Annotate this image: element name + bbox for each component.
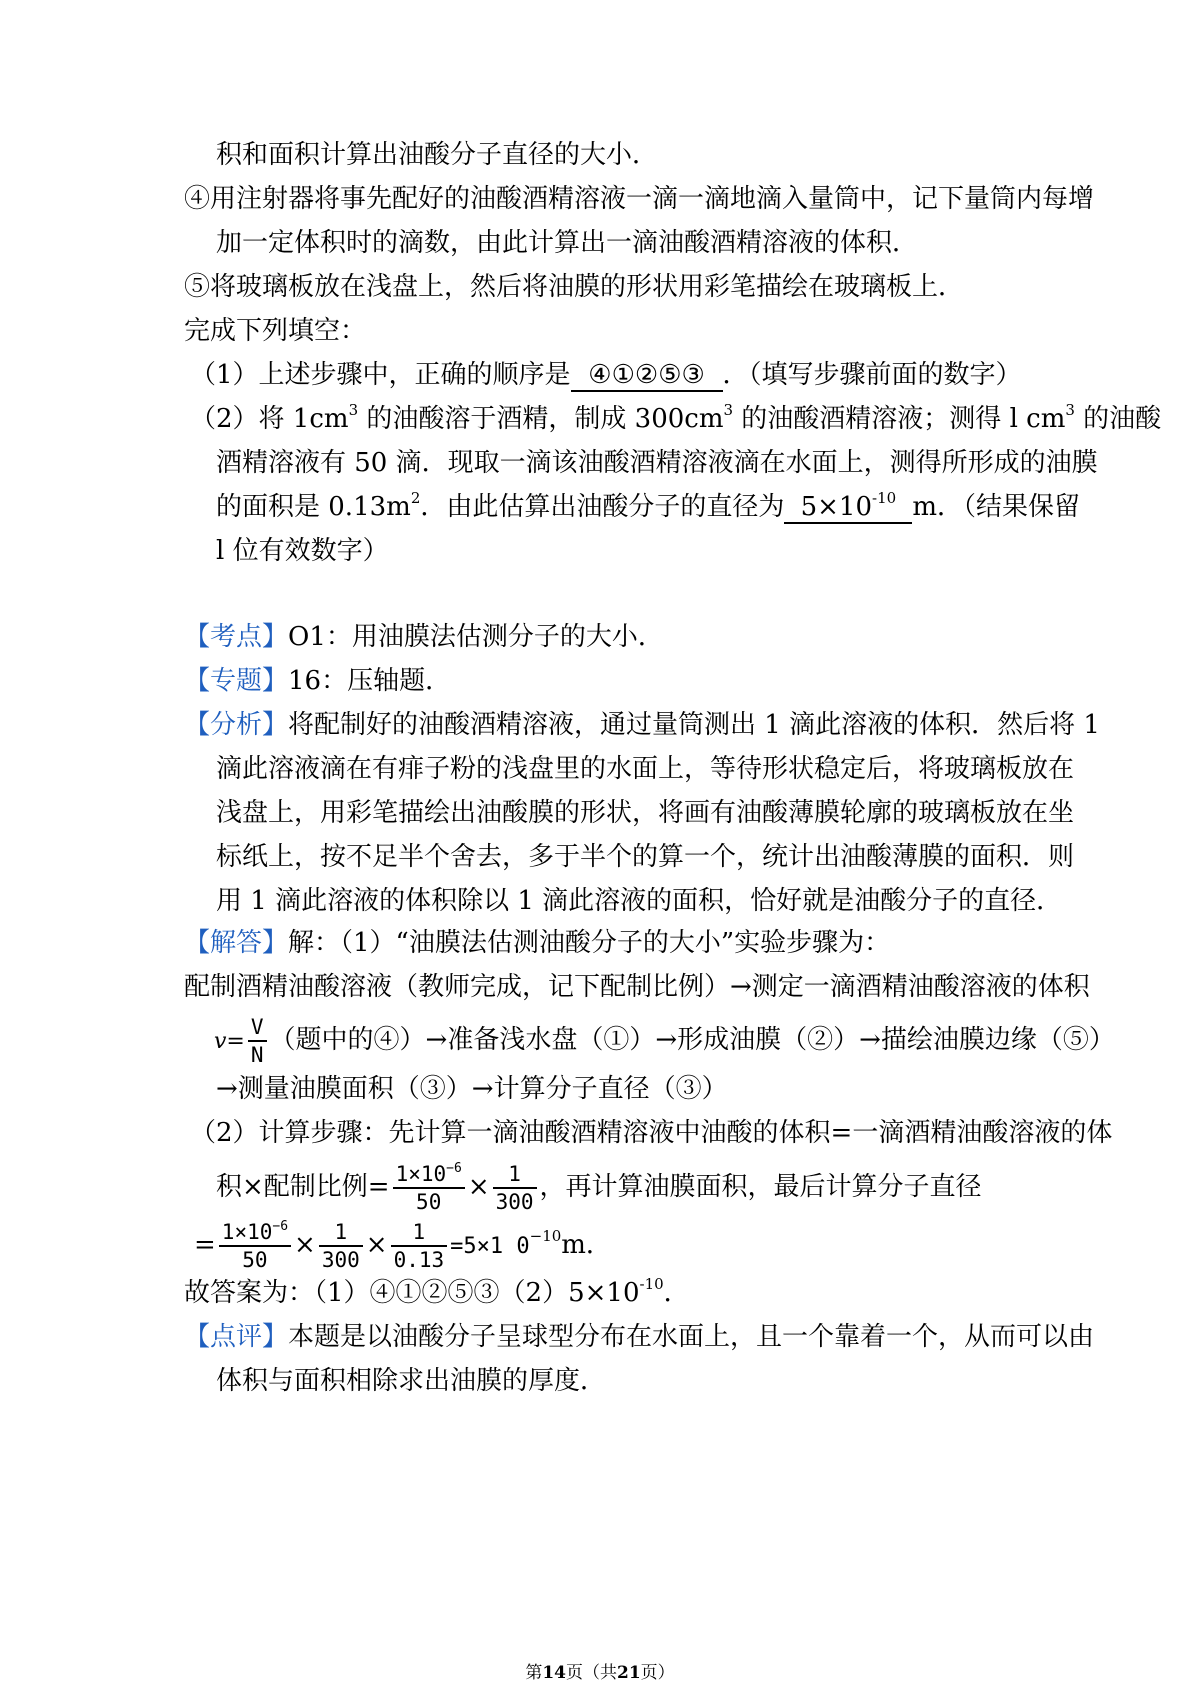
- text-line: l 位有效数字）: [216, 536, 389, 566]
- text-line: 标纸上，按不足半个舍去，多于半个的算一个，统计出油酸薄膜的面积．则: [216, 842, 1075, 872]
- fraction-denominator: 300: [495, 1189, 534, 1214]
- text-line: 用 1 滴此溶液的体积除以 1 滴此溶液的面积，恰好就是油酸分子的直径．: [216, 886, 1063, 916]
- numerator-text: 1×10: [395, 1161, 447, 1186]
- times-sign: ×: [294, 1230, 316, 1260]
- fraction-2: [493, 1161, 537, 1214]
- text-line: 配制酒精油酸溶液（教师完成，记下配制比例）→测定一滴酒精油酸溶液的体积: [184, 972, 1090, 1002]
- superscript: −6: [446, 1160, 462, 1176]
- text-span: m．（结果保留: [912, 492, 1081, 522]
- fraction-5: [391, 1219, 448, 1272]
- text-span: （2）将 1cm: [190, 404, 349, 434]
- question-2-answer-line: [216, 490, 1080, 530]
- final-answer-line: [184, 1276, 690, 1316]
- text-line: 加一定体积时的滴数，由此计算出一滴油酸酒精溶液的体积．: [216, 228, 919, 258]
- question-2: [190, 402, 1161, 442]
- answer-text: 5×10: [800, 492, 872, 522]
- question-1-note: ．（填写步骤前面的数字）: [722, 360, 1022, 390]
- result-unit: m．: [561, 1230, 612, 1260]
- question-1-text: （1）上述步骤中，正确的顺序是: [190, 360, 571, 390]
- v-symbol: v=: [214, 1029, 245, 1054]
- fenxi-text: 将配制好的油酸酒精溶液，通过量筒测出 1 滴此溶液的体积．然后将 1: [288, 710, 1100, 740]
- fraction-numerator: [393, 1160, 465, 1189]
- fraction-numerator: 1: [319, 1222, 363, 1247]
- volume-formula-line: [214, 1012, 1115, 1068]
- jieda-tag: 【解答】: [184, 928, 289, 958]
- text-span: 的油酸酒精溶液；测得 l cm: [733, 404, 1066, 434]
- fenxi-section: [184, 708, 1100, 748]
- dianping-tag: 【点评】: [184, 1322, 289, 1352]
- text-line: （2）计算步骤：先计算一滴油酸酒精溶液中油酸的体积=一滴酒精油酸溶液的体: [190, 1118, 1113, 1148]
- text-span: 的面积是 0.13m: [216, 492, 411, 522]
- superscript: 3: [723, 401, 734, 419]
- zhuanti-tag: 【专题】: [184, 666, 289, 696]
- question-1: [190, 358, 1022, 398]
- fraction-denominator: 0.13: [393, 1247, 445, 1272]
- equals-sign: =: [194, 1230, 216, 1260]
- formula-line-2: [194, 1214, 612, 1276]
- text-line: 浅盘上，用彩笔描绘出油酸膜的形状，将画有油酸薄膜轮廓的玻璃板放在坐: [216, 798, 1075, 828]
- step-4-line: ④用注射器将事先配好的油酸酒精溶液一滴一滴地滴入量筒中，记下量筒内每增: [184, 184, 1095, 214]
- kaodian-text: O1：用油膜法估测分子的大小．: [288, 622, 664, 652]
- jieda-section: [184, 926, 890, 966]
- fraction-denominator: N: [250, 1042, 264, 1067]
- numerator-text: 1×10: [221, 1219, 273, 1244]
- text-span: ．由此估算出油酸分子的直径为: [420, 492, 785, 522]
- superscript: -10: [872, 489, 897, 507]
- text-line: 体积与面积相除求出油膜的厚度．: [216, 1366, 607, 1396]
- fraction-numerator: 1: [391, 1222, 448, 1247]
- kaodian-section: [184, 620, 664, 660]
- fill-blank-heading: 完成下列填空：: [184, 316, 367, 346]
- dianping-section: [184, 1320, 1094, 1360]
- zhuanti-section: [184, 664, 451, 704]
- superscript: 2: [410, 489, 421, 507]
- total-page-count: 21: [617, 1663, 641, 1683]
- footer-text: 页（共: [566, 1663, 617, 1683]
- formula-line-1: [216, 1156, 982, 1218]
- current-page-number: 14: [542, 1663, 566, 1683]
- fraction-numerator: V: [248, 1017, 267, 1042]
- page-footer: [0, 1658, 1200, 1683]
- fraction-v-over-n: [248, 1014, 267, 1067]
- text-span: （题中的④）→准备浅水盘（①）→形成油膜（②）→描绘油膜边缘（⑤）: [269, 1025, 1115, 1055]
- superscript: −6: [272, 1218, 289, 1234]
- text-line: 积和面积计算出油酸分子直径的大小．: [216, 140, 659, 170]
- superscript: −10: [529, 1227, 562, 1245]
- fraction-4: [319, 1219, 363, 1272]
- times-sign: ×: [365, 1230, 388, 1260]
- fraction-3: [219, 1218, 291, 1272]
- kaodian-tag: 【考点】: [184, 622, 289, 652]
- times-sign: ×: [467, 1172, 490, 1202]
- text-line: 酒精溶液有 50 滴．现取一滴该油酸酒精溶液滴在水面上，测得所形成的油膜: [216, 448, 1098, 478]
- dianping-text: 本题是以油酸分子呈球型分布在水面上，且一个靠着一个，从而可以由: [288, 1322, 1095, 1352]
- footer-text: 第: [525, 1663, 543, 1683]
- fraction-denominator: 300: [321, 1247, 360, 1272]
- text-line: →测量油膜面积（③）→计算分子直径（③）: [216, 1074, 728, 1104]
- fraction-1: [393, 1160, 465, 1214]
- superscript: 3: [1065, 401, 1075, 419]
- text-span: 的油酸: [1074, 404, 1162, 434]
- question-1-answer: ④①②⑤③: [571, 360, 723, 392]
- fraction-denominator: 50: [416, 1189, 442, 1214]
- result-value: =5×1 0: [450, 1234, 530, 1259]
- step-5-line: ⑤将玻璃板放在浅盘上，然后将油膜的形状用彩笔描绘在玻璃板上．: [184, 272, 965, 302]
- fenxi-tag: 【分析】: [184, 710, 289, 740]
- fraction-numerator: 1: [493, 1164, 537, 1189]
- footer-text: 页）: [640, 1663, 675, 1683]
- text-span: 的油酸溶于酒精，制成 300cm: [358, 404, 724, 434]
- fraction-denominator: 50: [242, 1247, 268, 1272]
- text-span: ，再计算油膜面积，最后计算分子直径: [539, 1172, 982, 1202]
- superscript: 3: [348, 401, 359, 419]
- zhuanti-text: 16：压轴题．: [288, 666, 452, 696]
- text-span: 积×配制比例=: [216, 1172, 390, 1202]
- fraction-numerator: [219, 1218, 291, 1247]
- question-2-answer: [784, 489, 912, 524]
- superscript: -10: [639, 1275, 664, 1293]
- text-span: ．: [663, 1278, 690, 1308]
- text-line: 滴此溶液滴在有痱子粉的浅盘里的水面上，等待形状稳定后，将玻璃板放在: [216, 754, 1075, 784]
- jieda-text: 解：（1）“油膜法估测油酸分子的大小”实验步骤为：: [288, 928, 891, 958]
- text-span: 故答案为：（1）④①②⑤③（2）5×10: [184, 1278, 640, 1308]
